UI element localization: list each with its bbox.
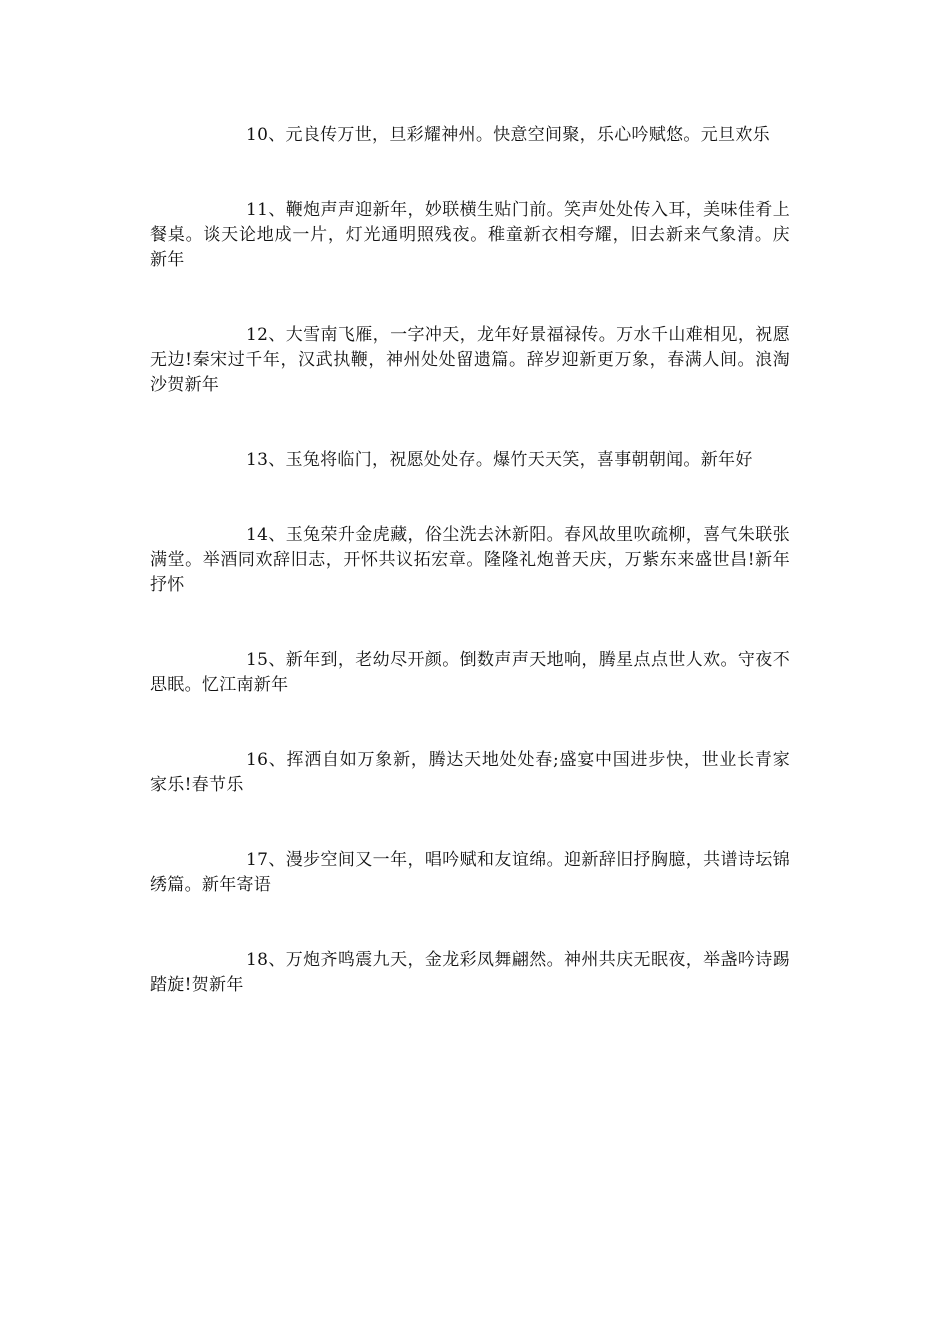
paragraph-18: 18、万炮齐鸣震九天，金龙彩凤舞翩然。神州共庆无眠夜，举盏吟诗踢踏旋!贺新年 [150, 950, 790, 995]
paragraph-12: 12、大雪南飞雁，一字冲天，龙年好景福禄传。万水千山难相见，祝愿无边!秦宋过千年，汉武执鞭，神州处处留遗篇。辞岁迎新更万象，春满人间。浪淘沙贺新年 [150, 325, 790, 395]
paragraph-10: 10、元良传万世，旦彩耀神州。快意空间聚，乐心吟赋悠。元旦欢乐 [246, 125, 770, 145]
paragraph-13: 13、玉兔将临门，祝愿处处存。爆竹天天笑，喜事朝朝闻。新年好 [246, 450, 753, 470]
paragraph-15: 15、新年到，老幼尽开颜。倒数声声天地响，腾星点点世人欢。守夜不思眠。忆江南新年 [150, 650, 790, 695]
paragraph-16: 16、挥洒自如万象新，腾达天地处处春;盛宴中国进步快，世业长青家家乐!春节乐 [150, 750, 790, 795]
document-page [150, 123, 790, 1048]
paragraph-11: 11、鞭炮声声迎新年，妙联横生贴门前。笑声处处传入耳，美味佳肴上餐桌。谈天论地成一片，灯光通明照残夜。稚童新衣相夸耀，旧去新来气象清。庆新年 [150, 200, 790, 270]
paragraph-14: 14、玉兔荣升金虎藏，俗尘洗去沐新阳。春风故里吹疏柳，喜气朱联张满堂。举酒同欢辞旧志，开怀共议拓宏章。隆隆礼炮普天庆，万紫东来盛世昌!新年抒怀 [150, 525, 790, 595]
paragraph-17: 17、漫步空间又一年，唱吟赋和友谊绵。迎新辞旧抒胸臆，共谱诗坛锦绣篇。新年寄语 [150, 850, 790, 895]
